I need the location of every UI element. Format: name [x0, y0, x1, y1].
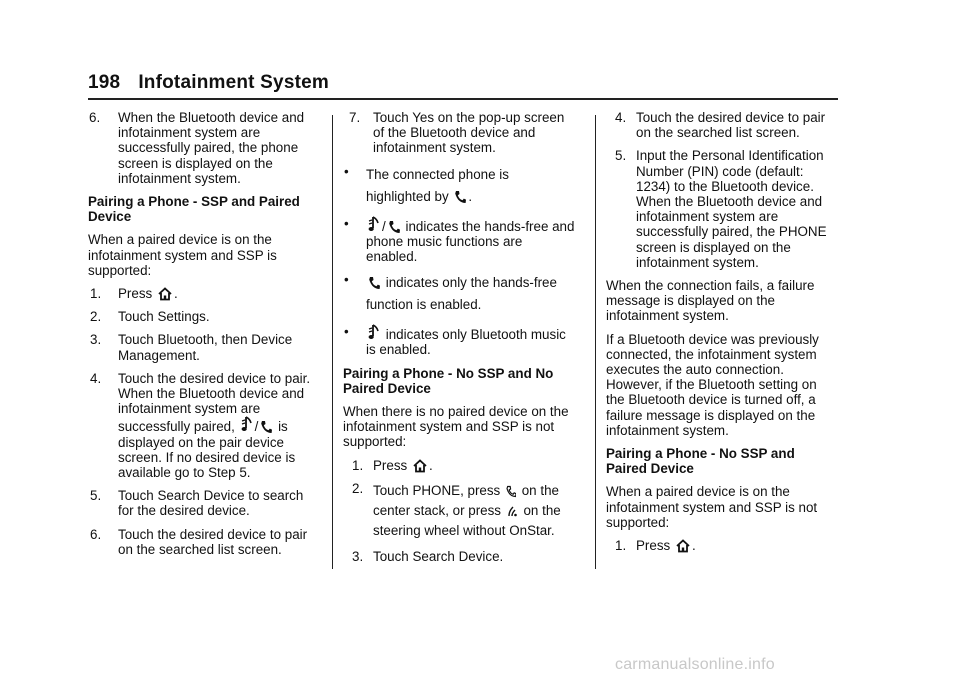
column-2: [343, 110, 575, 572]
step-item: 5. Input the Personal Identification Number (PIN) code (default: 1234) to the Bluetooth device. When the Bluetooth device and infotainment system are successfully paired, the PHONE screen is displayed on the infotainment system.: [615, 148, 827, 270]
page-header: [88, 72, 329, 94]
home-icon: [158, 287, 172, 301]
bullet-item: • / indicates the hands-free and phone music functions are enabled.: [344, 215, 575, 265]
music-note-icon: [368, 216, 380, 234]
watermark: carmanualsonline.info: [615, 656, 775, 673]
step-item: 6. When the Bluetooth device and infotainment system are successfully paired, the phone screen is displayed on the infotainment system.: [89, 110, 305, 186]
subheading-no-ssp-paired: Pairing a Phone - No SSP and Paired Device: [606, 446, 795, 477]
subheading-ssp-paired: Pairing a Phone - SSP and Paired Device: [88, 194, 300, 225]
column-divider-1: [332, 115, 333, 569]
phone-handset-icon: [368, 276, 380, 290]
bullet-item: • The connected phone is highlighted by .: [344, 163, 509, 204]
intro-paragraph: When a paired device is on the infotainment system and SSP is not supported:: [606, 484, 818, 530]
phone-handset-icon: [506, 485, 516, 498]
step-item: 7. Touch Yes on the pop-up screen of the Bluetooth device and infotainment system.: [349, 110, 565, 156]
column-3: [606, 110, 838, 561]
music-note-icon: [368, 324, 380, 342]
step-item: 3. Touch Bluetooth, then Device Management.: [90, 332, 293, 363]
step-item: 2. Touch Settings.: [90, 309, 210, 325]
paragraph: If a Bluetooth device was previously connected, the infotainment system executes the auto connection. However, if the Bluetooth setting on the Bluetooth device is turned off, a failure message is displayed on the infotainment system.: [606, 331, 819, 438]
paragraph: When the connection fails, a failure message is displayed on the infotainment system.: [606, 278, 815, 324]
bullet-item: • indicates only the hands-free function is enabled.: [344, 272, 557, 313]
step-item: 4. Touch the desired device to pair on the searched list screen.: [615, 110, 826, 141]
step-item: 1. Press .: [615, 538, 696, 554]
page-number: 198: [88, 72, 121, 93]
step-item: 4. Touch the desired device to pair. When the Bluetooth device and infotainment system are successfully paired, / is displayed on the pair device screen. If no desired device is available go to Step 5.: [90, 370, 311, 481]
subheading-no-ssp-no-paired: Pairing a Phone - No SSP and No Paired Device: [343, 365, 554, 396]
home-icon: [413, 459, 427, 473]
voice-command-icon: [507, 505, 518, 518]
bullet-item: • indicates only Bluetooth music is enabled.: [344, 324, 566, 358]
column-divider-2: [595, 115, 596, 569]
step-item: 6. Touch the desired device to pair on the searched list screen.: [90, 526, 308, 557]
step-item: 5. Touch Search Device to search for the desired device.: [90, 488, 304, 519]
phone-handset-icon: [260, 420, 272, 434]
section-title: Infotainment System: [138, 72, 329, 93]
phone-handset-icon: [388, 220, 400, 234]
phone-handset-icon: [454, 190, 466, 204]
header-rule: [88, 98, 838, 100]
home-icon: [676, 539, 690, 553]
step-item: 1. Press .: [90, 286, 178, 302]
music-note-icon: [241, 416, 253, 434]
intro-paragraph: When a paired device is on the infotainment system and SSP is supported:: [88, 232, 277, 278]
column-1: [88, 110, 320, 565]
step-item: 1. Press .: [352, 457, 433, 473]
step-item: 2. Touch PHONE, press on the center stack, or press on the steering wheel without OnStar.: [352, 480, 561, 538]
step-item: 3. Touch Search Device.: [352, 548, 504, 564]
intro-paragraph: When there is no paired device on the infotainment system and SSP is not supported:: [343, 404, 569, 450]
